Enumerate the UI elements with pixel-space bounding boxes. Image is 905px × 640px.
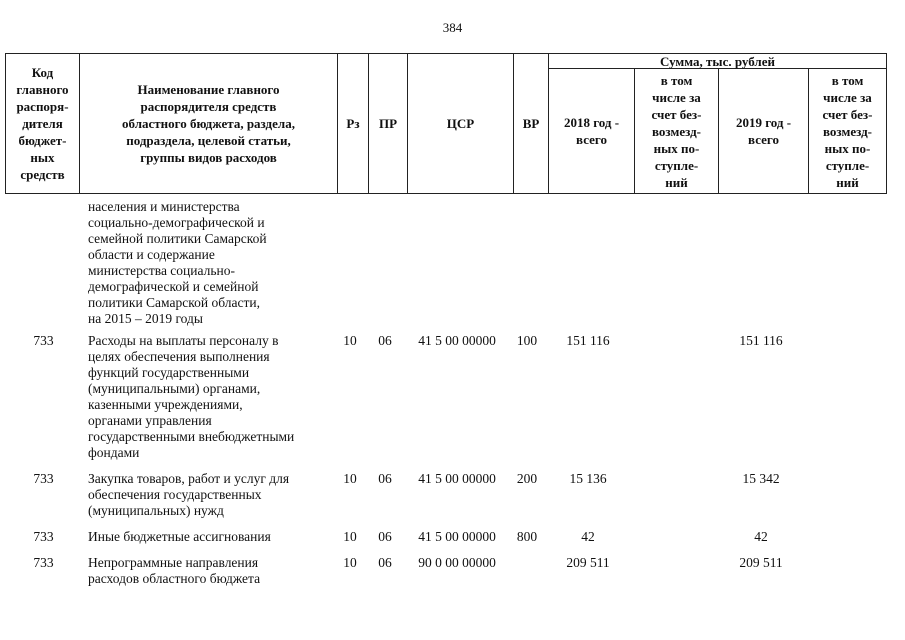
continuation-line: социально-демографической и (88, 215, 265, 230)
cell-code: 733 (33, 529, 54, 544)
cell-rz: 10 (343, 555, 357, 570)
cell-rz: 10 (343, 529, 357, 544)
cell-pr: 06 (378, 333, 392, 348)
cell-rz: 10 (343, 333, 357, 348)
cell-name: обеспечения государственных (88, 487, 262, 502)
cell-name: Непрограммные направления (88, 555, 259, 570)
cell-name: функций государственными (88, 365, 250, 380)
cell-name: органами управления (88, 413, 212, 428)
cell-name: фондами (88, 445, 140, 460)
table-header (5, 53, 887, 194)
cell-name: целях обеспечения выполнения (88, 349, 270, 364)
continuation-line: министерства социально- (88, 263, 235, 278)
cell-2019-total: 209 511 (739, 555, 783, 570)
header-pr: ПР (378, 116, 398, 131)
cell-code: 733 (33, 333, 54, 348)
header-2018-total: 2018 год - всего (563, 115, 620, 147)
cell-name: (муниципальными) органами, (88, 381, 261, 396)
cell-name: (муниципальных) нужд (88, 503, 224, 518)
cell-vr: 100 (516, 333, 538, 348)
header-2019-total: 2019 год - всего (735, 115, 792, 147)
cell-name: казенными учреждениями, (88, 397, 243, 412)
continuation-line: населения и министерства (88, 199, 240, 214)
cell-2019-total: 15 342 (742, 471, 780, 486)
cell-name: Иные бюджетные ассигнования (88, 529, 271, 544)
cell-2018-total: 42 (581, 529, 595, 544)
cell-2018-total: 15 136 (569, 471, 607, 486)
cell-name: расходов областного бюджета (88, 571, 261, 586)
cell-name: государственными внебюджетными (88, 429, 295, 444)
cell-csr: 41 5 00 00000 (418, 529, 496, 544)
continuation-line: на 2015 – 2019 годы (88, 311, 203, 326)
cell-code: 733 (33, 471, 54, 486)
continuation-line: политики Самарской области, (88, 295, 260, 310)
cell-csr: 90 0 00 00000 (418, 555, 496, 570)
cell-csr: 41 5 00 00000 (418, 471, 496, 486)
cell-pr: 06 (378, 471, 392, 486)
cell-vr: 800 (516, 529, 538, 544)
continuation-line: демографической и семейной (88, 279, 259, 294)
header-vr: ВР (522, 116, 540, 131)
cell-rz: 10 (343, 471, 357, 486)
header-2018-free: в том числе за счет без- возмезд- ных по- ступле- ний (651, 72, 702, 190)
cell-pr: 06 (378, 529, 392, 544)
cell-name: Расходы на выплаты персоналу в (88, 333, 279, 348)
cell-2018-total: 209 511 (566, 555, 610, 570)
page-number: 384 (442, 20, 463, 35)
continuation-line: семейной политики Самарской (88, 231, 267, 246)
header-2019-free: в том числе за счет без- возмезд- ных по- ступле- ний (822, 72, 873, 190)
cell-pr: 06 (378, 555, 392, 570)
cell-2019-total: 151 116 (739, 333, 783, 348)
continuation-line: области и содержание (88, 247, 215, 262)
cell-csr: 41 5 00 00000 (418, 333, 496, 348)
cell-2018-total: 151 116 (566, 333, 610, 348)
cell-2019-total: 42 (754, 529, 768, 544)
header-name: Наименование главного распорядителя средств областного бюджета, раздела, подраздела, целевой статьи, группы видов расходов (122, 82, 295, 165)
cell-vr: 200 (516, 471, 538, 486)
cell-code: 733 (33, 555, 54, 570)
cell-name: Закупка товаров, работ и услуг для (88, 471, 290, 486)
header-rz: Рз (346, 116, 360, 131)
header-csr: ЦСР (446, 116, 475, 131)
header-sum: Сумма, тыс. рублей (660, 53, 775, 69)
header-code: Код главного распоря- дителя бюджет- ных средств (16, 65, 69, 182)
